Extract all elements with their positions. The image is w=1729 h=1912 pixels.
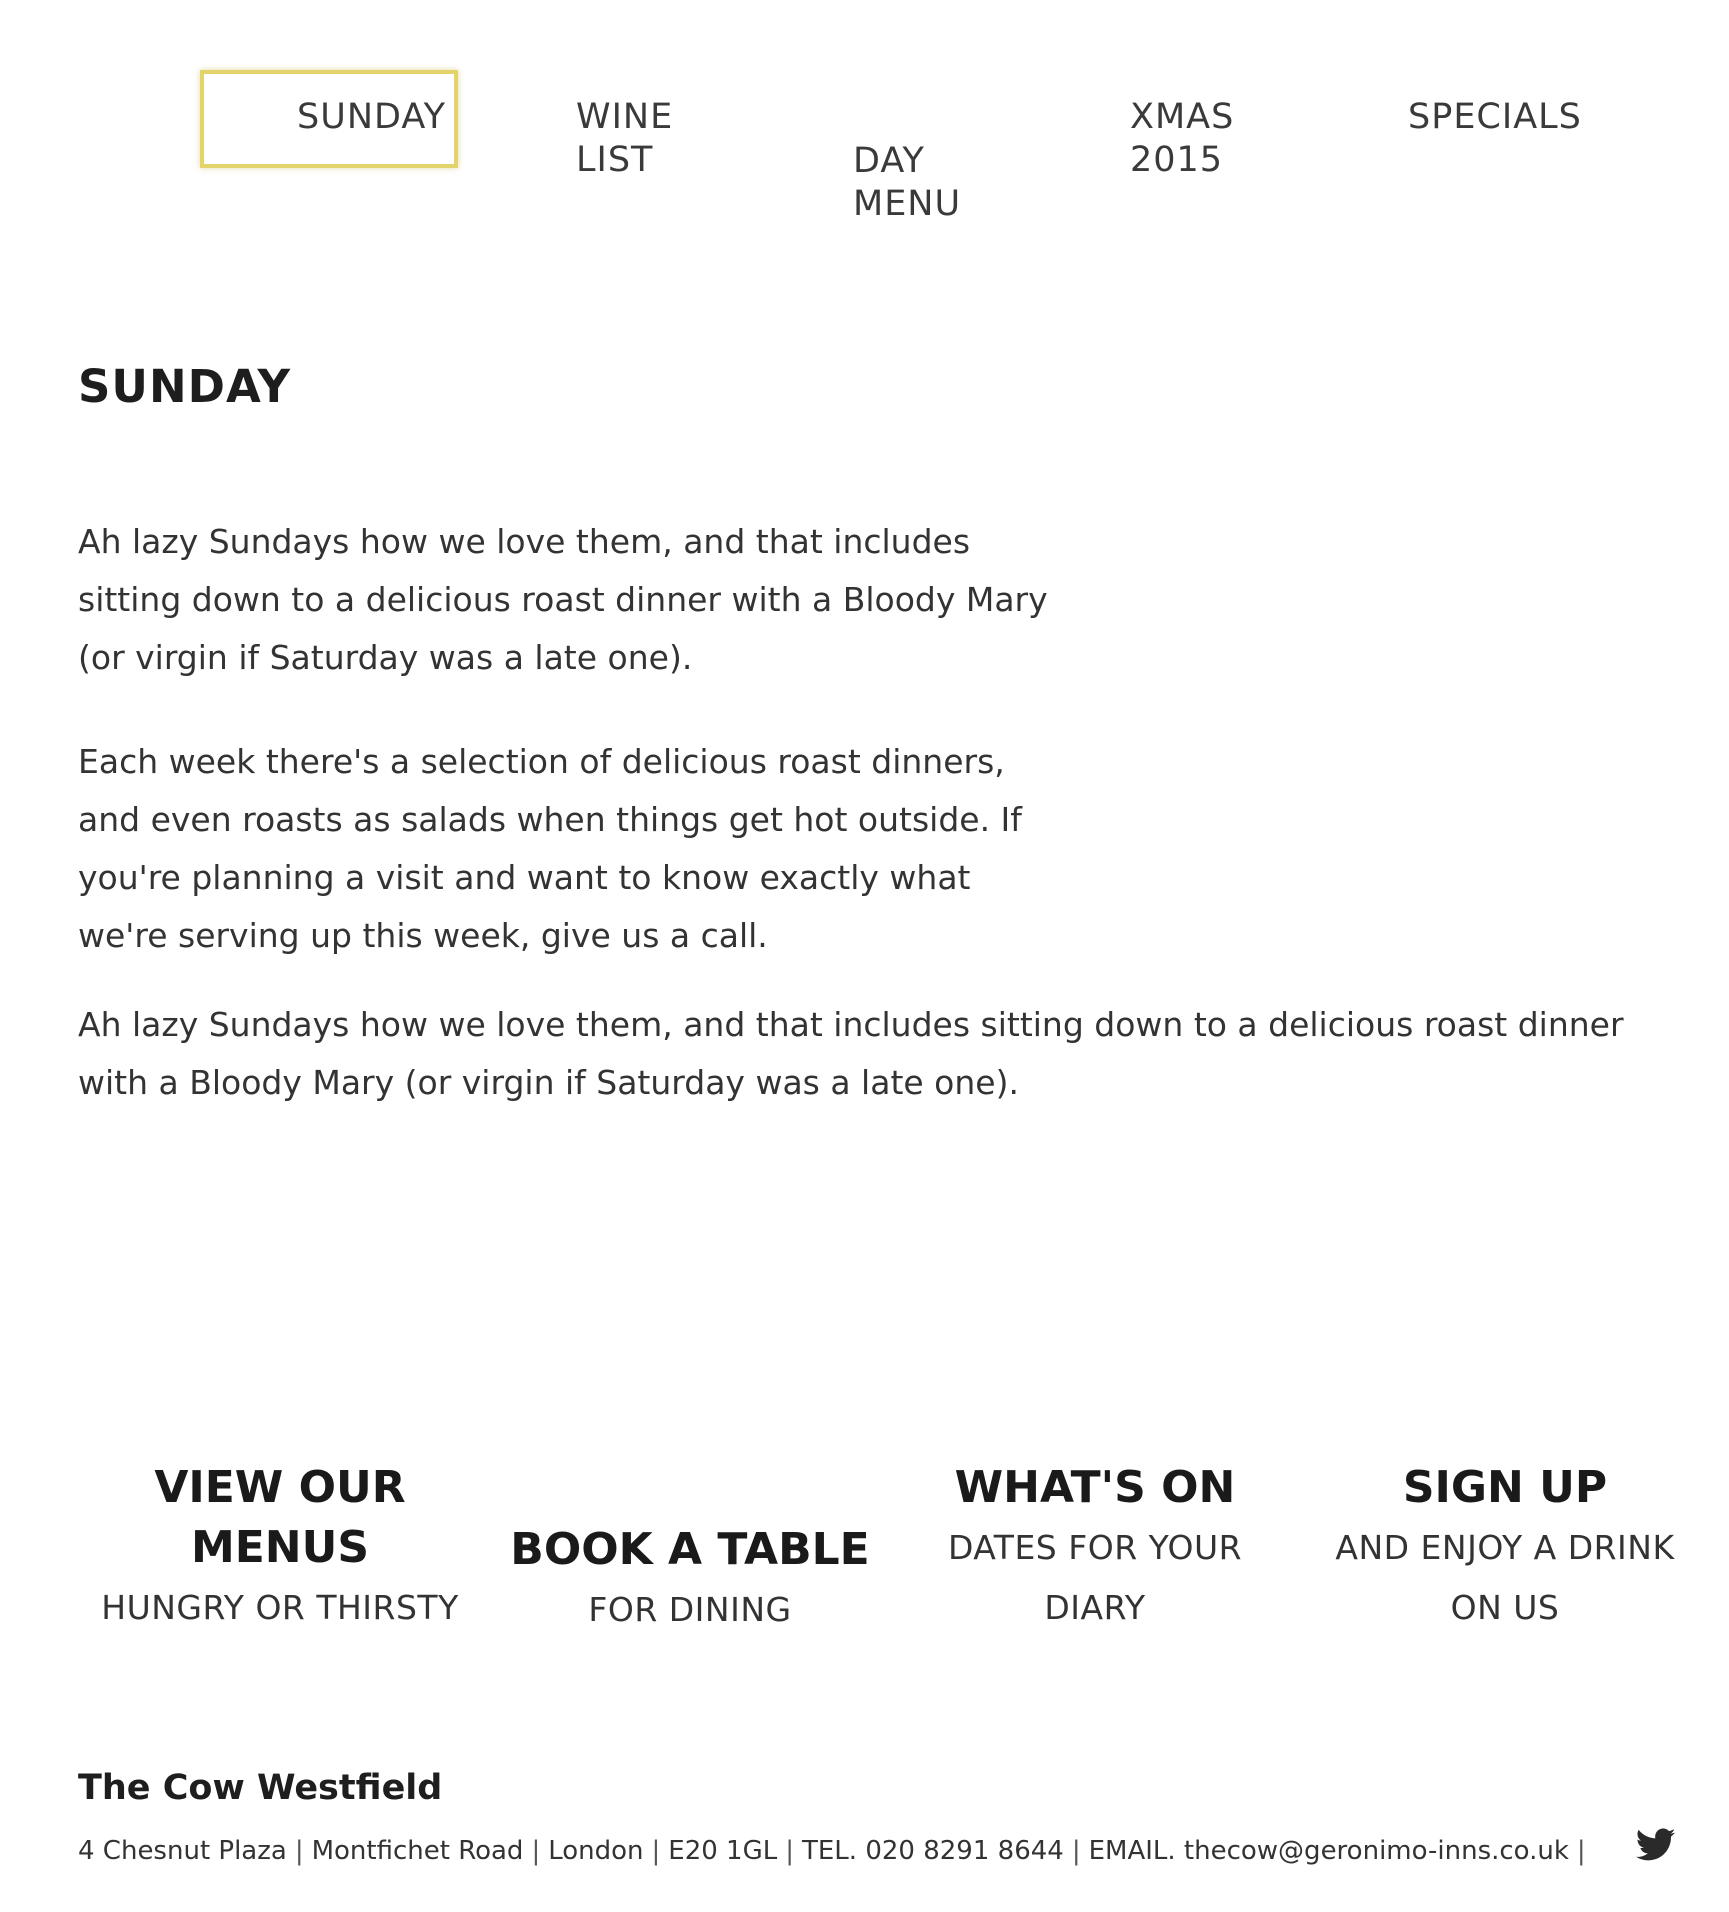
tab-specials[interactable] <box>1408 96 1582 139</box>
roast-paragraph <box>78 733 1078 965</box>
separator: | <box>651 1836 661 1866</box>
book-table-subtitle: FOR DINING <box>588 1590 792 1629</box>
whats-on-subtitle-line-2: DIARY <box>1044 1588 1146 1627</box>
address-road: Montfichet Road <box>311 1836 524 1866</box>
repeat-paragraph <box>78 996 1668 1112</box>
paragraph-line: and even roasts as salads when things get hot outside. If <box>78 800 1022 839</box>
email-link[interactable]: EMAIL. thecow@geronimo-inns.co.uk <box>1088 1836 1569 1866</box>
view-menus-title-line-1: VIEW OUR <box>154 1462 406 1513</box>
whats-on-subtitle-line-1: DATES FOR YOUR <box>947 1528 1243 1567</box>
paragraph-line: sitting down to a delicious roast dinner with a Bloody Mary <box>78 580 1048 619</box>
view-menus-title-line-2: MENUS <box>190 1522 370 1573</box>
menu-tabs <box>0 0 1729 260</box>
separator: | <box>1071 1836 1081 1866</box>
sign-up-subtitle-line-1: AND ENJOY A DRINK <box>1335 1528 1675 1567</box>
tab-wine-list-label-line-2: LIST <box>576 140 654 180</box>
page-title: SUNDAY <box>78 360 292 413</box>
view-menus-subtitle: HUNGRY OR THIRSTY <box>101 1588 459 1627</box>
tab-sunday[interactable] <box>200 70 458 168</box>
tab-day-menu-label-line-1: DAY <box>853 141 925 181</box>
address-postcode: E20 1GL <box>668 1836 778 1866</box>
contact-details <box>78 1834 1594 1868</box>
paragraph-line: Ah lazy Sundays how we love them, and that includes <box>78 522 971 561</box>
address-city: London <box>548 1836 644 1866</box>
separator: | <box>785 1836 794 1866</box>
sign-up-link[interactable] <box>1300 1458 1710 1638</box>
tab-day-menu-label-line-2: MENU <box>853 184 962 224</box>
book-table-title: BOOK A TABLE <box>510 1524 870 1575</box>
sign-up-subtitle-line-2: ON US <box>1450 1588 1560 1627</box>
separator: | <box>531 1836 541 1866</box>
intro-paragraph <box>78 513 1078 687</box>
paragraph-line: Each week there's a selection of delicious roast dinners, <box>78 742 1005 781</box>
tab-sunday-label: SUNDAY <box>297 97 446 137</box>
tab-xmas-label-line-2: 2015 <box>1130 140 1224 180</box>
tab-specials-label: SPECIALS <box>1408 97 1582 137</box>
separator: | <box>1576 1836 1586 1866</box>
twitter-bird-glyph <box>1636 1828 1676 1862</box>
paragraph-line: we're serving up this week, give us a call. <box>78 916 768 955</box>
venue-name: The Cow Westfield <box>78 1768 443 1808</box>
tab-wine-list[interactable] <box>576 96 673 182</box>
book-table-link[interactable] <box>480 1520 900 1640</box>
tab-xmas-label-line-1: XMAS <box>1130 97 1235 137</box>
tab-xmas-2015[interactable] <box>1130 96 1234 182</box>
address-street: 4 Chesnut Plaza <box>78 1836 287 1866</box>
separator: | <box>294 1836 304 1866</box>
paragraph-line: you're planning a visit and want to know exactly what <box>78 858 971 897</box>
tab-wine-list-label-line-1: WINE <box>576 97 674 137</box>
paragraph-line: Ah lazy Sundays how we love them, and that includes sitting down to a delicious roast dinner <box>78 1005 1624 1044</box>
whats-on-link[interactable] <box>890 1458 1300 1638</box>
tab-day-menu[interactable] <box>853 140 961 226</box>
paragraph-line: with a Bloody Mary (or virgin if Saturday was a late one). <box>78 1063 1019 1102</box>
view-menus-link[interactable] <box>60 1458 500 1638</box>
telephone: TEL. 020 8291 8644 <box>802 1836 1064 1866</box>
paragraph-line: (or virgin if Saturday was a late one). <box>78 638 693 677</box>
sign-up-title: SIGN UP <box>1402 1462 1608 1513</box>
twitter-icon[interactable] <box>1636 1828 1676 1864</box>
whats-on-title: WHAT'S ON <box>954 1462 1236 1513</box>
